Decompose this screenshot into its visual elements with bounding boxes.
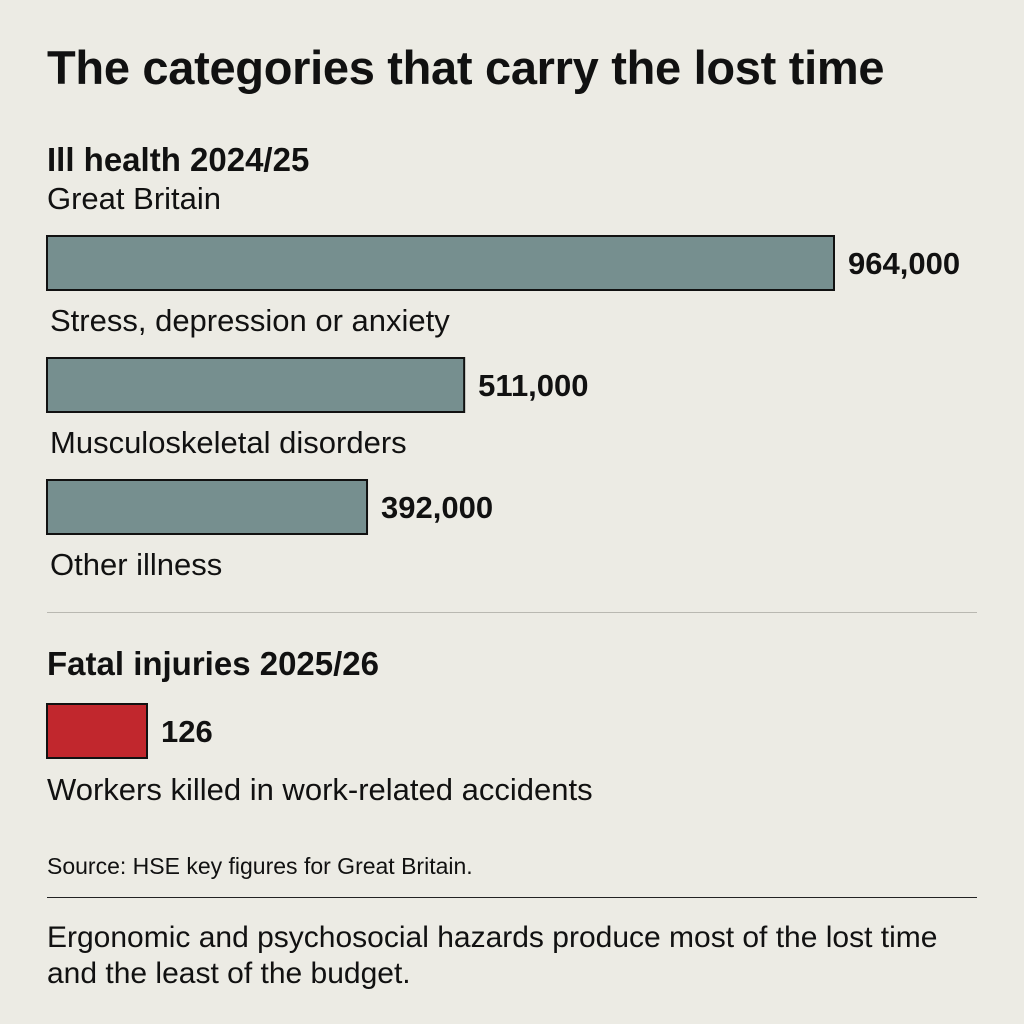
chart-title: The categories that carry the lost time bbox=[47, 41, 885, 94]
value-label-musculoskeletal-disorders: 511,000 bbox=[478, 368, 589, 403]
ill-health-subtitle: Great Britain bbox=[47, 181, 222, 216]
footnote-text: Ergonomic and psychosocial hazards produce most of the lost time and the least of the budget. bbox=[47, 921, 938, 990]
value-label-stress-depression-or-anxiety: 964,000 bbox=[848, 246, 961, 281]
footer-divider bbox=[47, 897, 977, 898]
bar-workers-killed-in-work-related-accidents bbox=[47, 704, 147, 758]
bar-musculoskeletal-disorders bbox=[47, 358, 464, 412]
bar-other-illness bbox=[47, 480, 367, 534]
category-label-musculoskeletal-disorders: Musculoskeletal disorders bbox=[50, 425, 407, 460]
category-label-workers-killed-in-work-related-accidents: Workers killed in work-related accidents bbox=[47, 772, 593, 807]
value-label-other-illness: 392,000 bbox=[381, 490, 494, 525]
category-label-stress-depression-or-anxiety: Stress, depression or anxiety bbox=[50, 303, 450, 338]
bar-stress-depression-or-anxiety bbox=[47, 236, 834, 290]
fatal-injuries-heading: Fatal injuries 2025/26 bbox=[47, 645, 380, 682]
category-label-other-illness: Other illness bbox=[50, 547, 223, 582]
source-note: Source: HSE key figures for Great Britain. bbox=[47, 853, 473, 879]
ill-health-heading: Ill health 2024/25 bbox=[47, 141, 310, 178]
value-label-workers-killed-in-work-related-accidents: 126 bbox=[161, 714, 213, 749]
